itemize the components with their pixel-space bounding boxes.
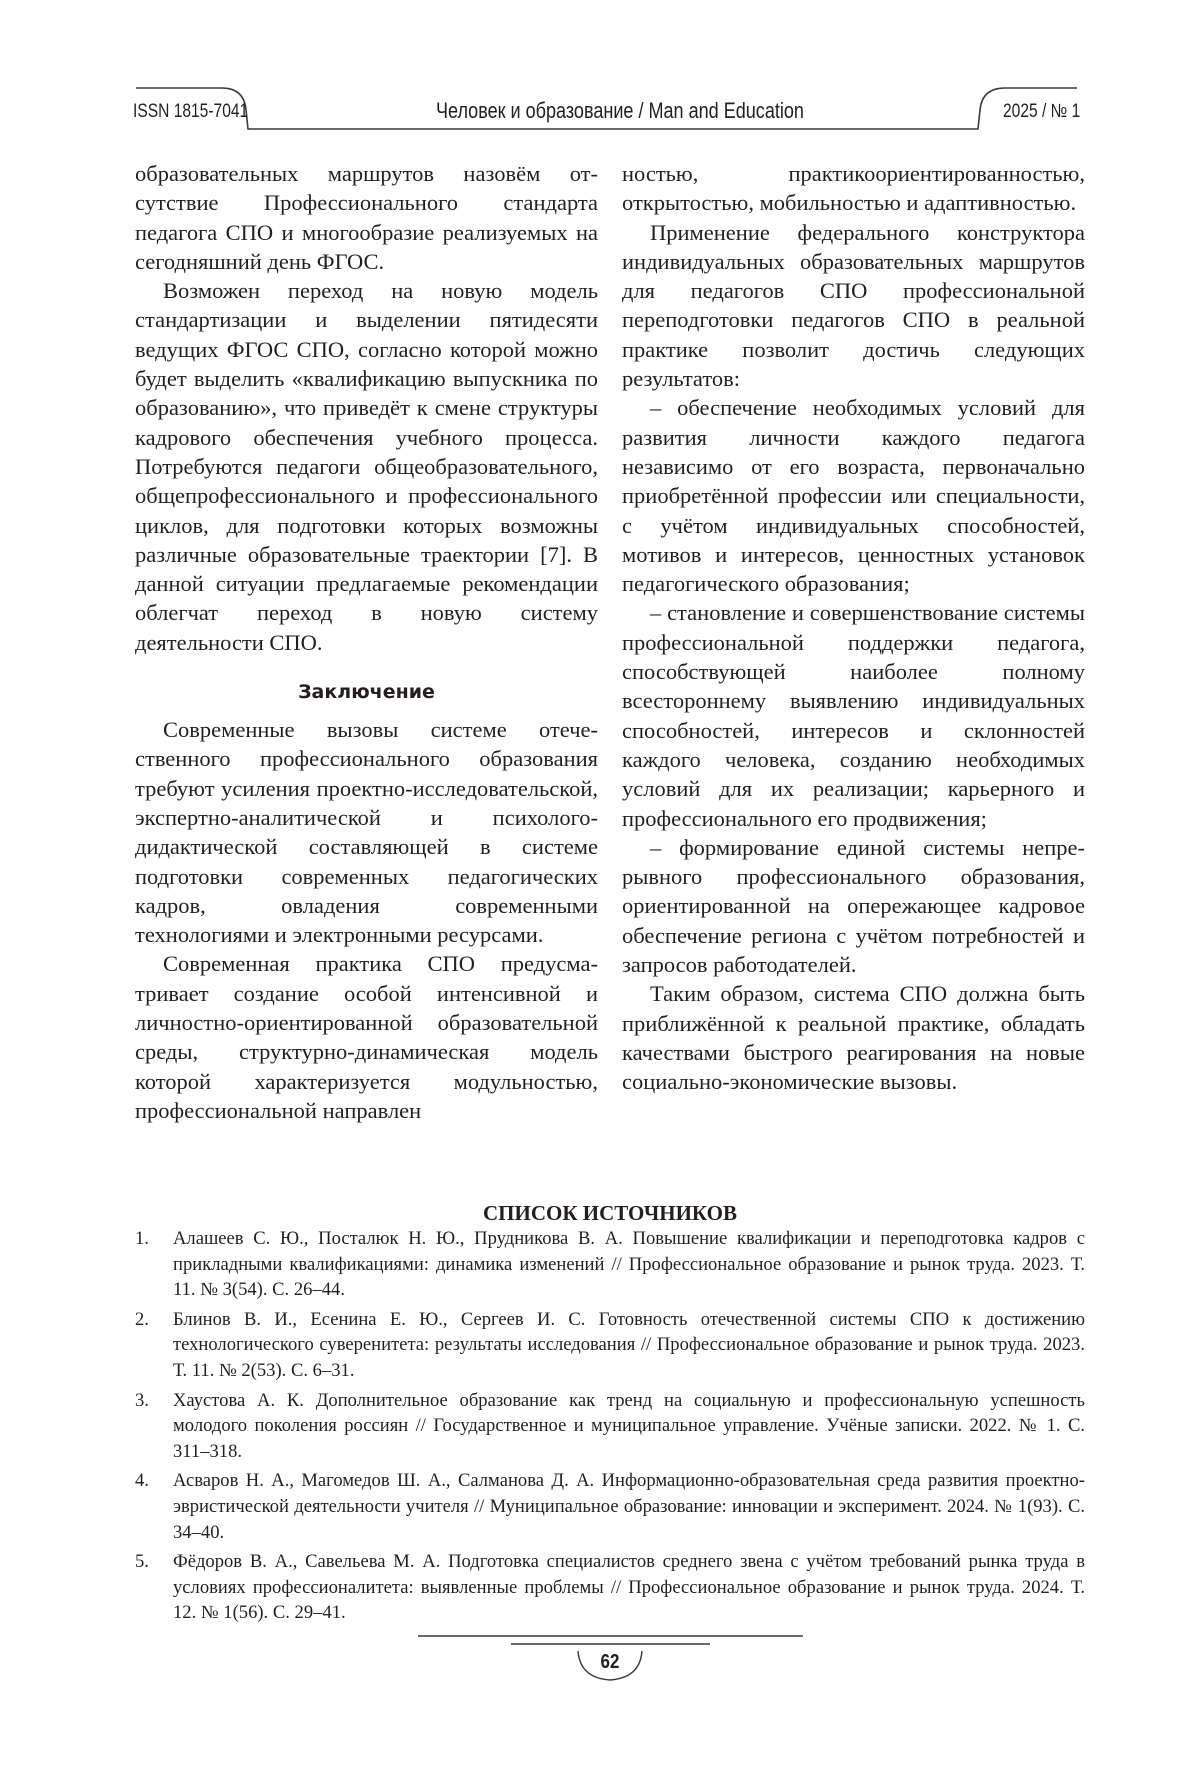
paragraph: Современная практика СПО предусматривает создание особой интенсивной и личностно-ориентированной образовательной среды, структурно-динамическая модель которой характеризуется модульностью, профессиональной направлен	[135, 951, 598, 1123]
issn-label: ISSN 1815-7041	[133, 101, 249, 122]
references-section	[135, 1200, 1085, 1630]
references-title: СПИСОК ИСТОЧНИКОВ	[483, 1201, 737, 1225]
paragraph: Таким образом, система СПО должна быть приближённой к реальной практике, обладать качествами быстрого реагирования на новые социально-экономические вызовы.	[622, 981, 1085, 1095]
paragraph: Современные вызовы системе отечественного профессионального образования требуют усиления проектно-исследовательской, экспертно-аналитической и психолого-дидактической составляющей в системе подготовки современных педагогических кадров, овладения современными технологиями и электронными ресурсами.	[135, 717, 598, 948]
reference-number: 3.	[135, 1389, 149, 1411]
reference-text: Фёдоров В. А., Савельева М. А. Подготовка специалистов среднего звена с учётом требований рынка труда в условиях профессионалитета: выявленные проблемы // Профессиональное образование и рынок труда. 2024. Т. 12. № 1(56). С. 29–41.	[173, 1551, 1085, 1624]
paragraph: образовательных маршрутов назовём отсутствие Профессионального стандарта педагога СПО и многообразие реализуемых на сегодняшний день ФГОС.	[135, 161, 598, 274]
reference-item	[135, 1307, 1085, 1384]
list-item: – становление и совершенствование системы профессиональной поддержки педагога, способствующей наиболее полному всестороннему выявлению индивидуальных способностей, интересов и склонностей каждого человека, созданию необходимых условий для их реализации; карьерного и профессионального его продвижения;	[622, 600, 1085, 831]
left-column	[135, 159, 598, 1125]
list-item: – формирование единой системы непрерывного профессионального образования, ориентированной на опережающее кадровое обеспечение региона с учётом потребностей и запросов работодателей.	[622, 834, 1085, 978]
reference-text: Алашеев С. Ю., Посталюк Н. Ю., Прудникова В. А. Повышение квалификации и переподготовка кадров с прикладными квалификациями: динамика изменений // Профессиональное образование и рынок труда. 2023. Т. 11. № 3(54). С. 26–44.	[173, 1228, 1085, 1301]
reference-item	[135, 1226, 1085, 1303]
reference-number: 1.	[135, 1228, 149, 1249]
reference-item	[135, 1468, 1085, 1545]
reference-number: 2.	[135, 1308, 149, 1330]
paragraph: Возможен переход на новую модель стандартизации и выделении пятидесяти ведущих ФГОС СПО, согласно которой можно будет выделить «квалификацию выпускника по образованию», что приведёт к смене структуры кадрового обеспечения учебного процесса. Потребуются педагоги общеобразовательного, общепрофессионального и профессионального циклов, для подготовки которых возможны различные образовательные траектории [7]. В данной ситуации предлагаемые рекомендации облегчат переход в новую систему деятельности СПО.	[135, 278, 598, 655]
right-column	[622, 159, 1085, 1097]
reference-number: 4.	[135, 1470, 149, 1492]
reference-text: Хаустова А. К. Дополнительное образование как тренд на социальную и профессиональную успешность молодого поколения россиян // Государственное и муниципальное управление. Учёные записки. 2022. № 1. С. 311–318.	[173, 1389, 1085, 1462]
reference-text: Асваров Н. А., Магомедов Ш. А., Салманова Д. А. Информационно-образовательная среда развития проектно-эвристической деятельности учителя // Муниципальное образование: инновации и эксперимент. 2024. № 1(93). С. 34–40.	[173, 1470, 1085, 1543]
reference-item	[135, 1549, 1085, 1626]
section-heading: Заключение	[298, 681, 435, 704]
list-item: – обеспечение необходимых условий для развития личности каждого педагога независимо от его возраста, первоначально приобретённой профессии или специальности, с учётом индивидуальных способностей, мотивов и интересов, ценностных установок педагогического образования;	[622, 395, 1085, 597]
paragraph: Применение федерального конструктора индивидуальных образовательных маршрутов для педагогов СПО профессиональной переподготовки педагогов СПО в реальной практике позволит достичь следующих результатов:	[622, 219, 1085, 392]
reference-item	[135, 1388, 1085, 1465]
issue-label: 2025 / № 1	[1003, 101, 1081, 122]
page-number: 62	[600, 1651, 620, 1673]
reference-number: 5.	[135, 1551, 149, 1573]
reference-text: Блинов В. И., Есенина Е. Ю., Сергеев И. С. Готовность отечественной системы СПО к достижению технологического суверенитета: результаты исследования // Профессиональное образование и рынок труда. 2023. Т. 11. № 2(53). С. 6–31.	[173, 1308, 1085, 1381]
paragraph: ностью, практикоориентированностью, открытостью, мобильностью и адаптивностью.	[622, 161, 1085, 216]
journal-title: Человек и образование / Man and Education	[436, 98, 804, 123]
